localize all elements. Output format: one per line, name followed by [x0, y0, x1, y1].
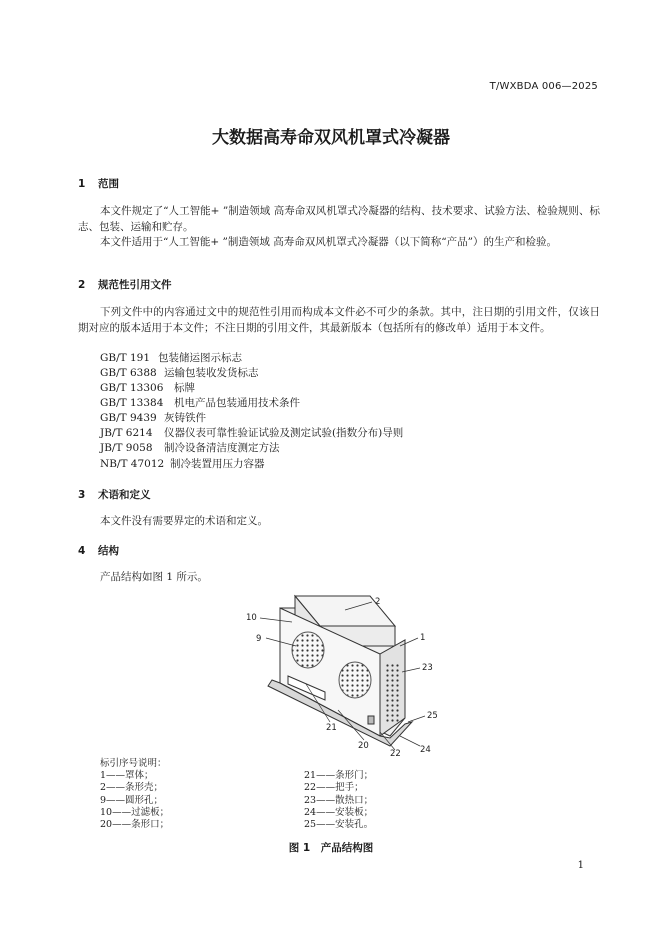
section-2-paragraph-1: 下列文件中的内容通过文中的规范性引用而构成本文件必不可少的条款。其中，注日期的引用文件，仅该日期对应的版本适用于本文件；不注日期的引用文件，其最新版本（包括所有的修改单）适用于本文件。 [78, 306, 600, 334]
page-number: 1 [577, 860, 584, 871]
section-1-paragraph-2: 本文件适用于“人工智能+ ”制造领域 高寿命双风机罩式冷凝器（以下简称“产品”）的生产和检验。 [100, 236, 557, 248]
callout-label: 24 [420, 745, 431, 755]
section-2-heading [78, 277, 172, 292]
section-title: 结构 [98, 545, 119, 557]
legend-item: 2——条形壳； [100, 782, 164, 794]
callout-label: 20 [358, 741, 369, 751]
section-4-heading [78, 543, 119, 558]
legend-item: 1——罩体； [100, 770, 154, 781]
section-title: 规范性引用文件 [98, 279, 172, 291]
reference-item: GB/T 13306 标牌 [100, 382, 195, 394]
section-number: 1 [78, 178, 86, 190]
callout-label: 22 [390, 749, 401, 758]
reference-item: GB/T 191 包装储运图示标志 [100, 352, 242, 364]
legend-item: 21——条形门； [304, 770, 374, 781]
legend-item: 20——条形口； [100, 819, 170, 831]
callout-label: 10 [246, 613, 257, 623]
callout-label: 23 [422, 663, 433, 673]
callout-label: 2 [375, 597, 381, 607]
section-4-paragraph-1: 产品结构如图 1 所示。 [100, 571, 208, 583]
legend-item: 10——过滤板； [100, 806, 170, 818]
reference-item: GB/T 13384 机电产品包装通用技术条件 [100, 397, 300, 409]
reference-item: NB/T 47012 制冷装置用压力容器 [100, 458, 265, 470]
legend-title: 标引序号说明： [100, 758, 167, 769]
section-number: 2 [78, 279, 86, 291]
section-number: 3 [78, 489, 86, 501]
legend-item: 25——安装孔。 [304, 819, 374, 831]
reference-item: GB/T 6388 运输包装收发货标志 [100, 367, 259, 379]
section-number: 4 [78, 545, 86, 557]
document-number: T/WXBDA 006—2025 [489, 81, 598, 92]
section-1-heading [78, 176, 119, 191]
legend-right-column [304, 770, 373, 831]
section-title: 术语和定义 [98, 489, 151, 501]
figure-caption: 图 1 产品结构图 [288, 842, 374, 854]
callout-label: 1 [420, 633, 426, 643]
callout-label: 21 [326, 723, 337, 733]
legend-item: 9——圆形孔； [100, 794, 164, 806]
product-structure-figure [240, 588, 450, 758]
section-3-paragraph-1: 本文件没有需要界定的术语和定义。 [100, 515, 268, 527]
reference-item: JB/T 6214 仪器仪表可靠性验证试验及测定试验(指数分布)导则 [100, 427, 404, 439]
callout-label: 25 [427, 711, 438, 721]
section-title: 范围 [98, 178, 119, 190]
legend-item: 22——把手； [304, 782, 364, 794]
legend-item: 23——散热口； [304, 794, 374, 806]
document-title: 大数据高寿命双风机罩式冷凝器 [212, 128, 450, 148]
reference-item: JB/T 9058 制冷设备清洁度测定方法 [100, 442, 280, 454]
reference-item: GB/T 9439 灰铸铁件 [100, 412, 206, 424]
legend-item: 24——安装板； [304, 806, 374, 818]
section-3-heading [78, 487, 151, 502]
callout-label: 9 [256, 634, 262, 644]
legend-left-column [100, 770, 169, 831]
section-1-paragraph-1: 本文件规定了“人工智能+ ”制造领域 高寿命双风机罩式冷凝器的结构、技术要求、试验方法、检验规则、标志、包装、运输和贮存。 [78, 205, 600, 233]
